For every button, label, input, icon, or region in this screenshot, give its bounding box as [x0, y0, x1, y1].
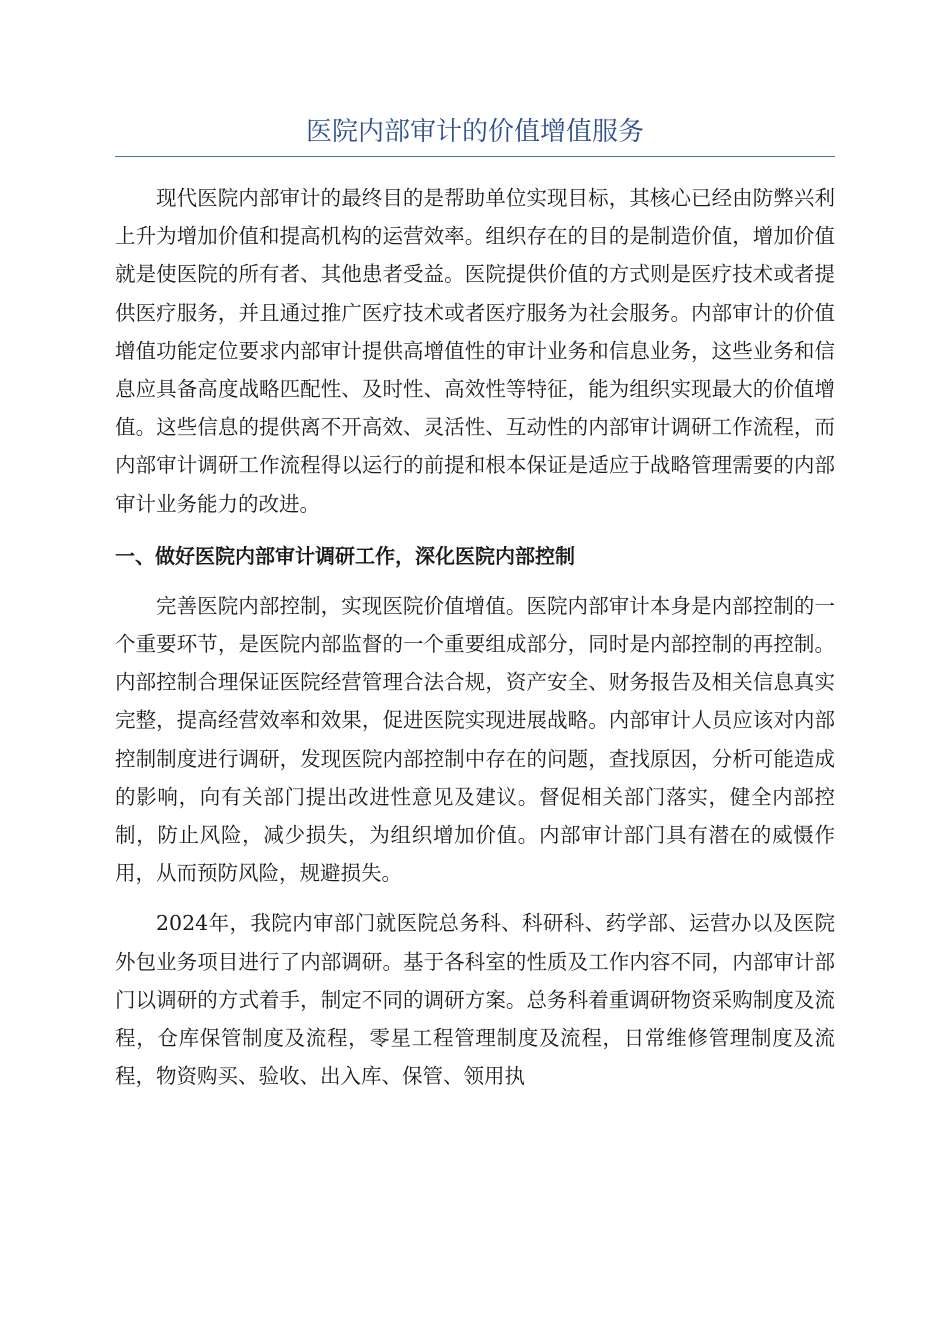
document-page: [115, 110, 835, 1095]
paragraph-intro: 现代医院内部审计的最终目的是帮助单位实现目标，其核心已经由防弊兴利上升为增加价值和提高机构的运营效率。组织存在的目的是制造价值，增加价值就是使医院的所有者、其他患者受益。医院提供价值的方式则是医疗技术或者提供医疗服务，并且通过推广医疗技术或者医疗服务为社会服务。内部审计的价值增值功能定位要求内部审计提供高增值性的审计业务和信息业务，这些业务和信息应具备高度战略匹配性、及时性、高效性等特征，能为组织实现最大的价值增值。这些信息的提供离不开高效、灵活性、互动性的内部审计调研工作流程，而内部审计调研工作流程得以运行的前提和根本保证是适应于战略管理需要的内部审计业务能力的改进。: [115, 186, 835, 516]
section-heading-1: 一、做好医院内部审计调研工作，深化医院内部控制: [115, 543, 575, 568]
paragraph-2024-survey: 2024年，我院内审部门就医院总务科、科研科、药学部、运营办以及医院外包业务项目进行了内部调研。基于各科室的性质及工作内容不同，内部审计部门以调研的方式着手，制定不同的调研方案。总务科着重调研物资采购制度及流程，仓库保管制度及流程，零星工程管理制度及流程，日常维修管理制度及流程，物资购买、验收、出入库、保管、领用执: [115, 911, 835, 1089]
document-title: 医院内部审计的价值增值服务: [115, 110, 835, 157]
paragraph-internal-control: 完善医院内部控制，实现医院价值增值。医院内部审计本身是内部控制的一个重要环节，是医院内部监督的一个重要组成部分，同时是内部控制的再控制。内部控制合理保证医院经营管理合法合规，资产安全、财务报告及相关信息真实完整，提高经营效率和效果，促进医院实现进展战略。内部审计人员应该对内部控制制度进行调研，发现医院内部控制中存在的问题，查找原因，分析可能造成的影响，向有关部门提出改进性意见及建议。督促相关部门落实，健全内部控制，防止风险，减少损失，为组织增加价值。内部审计部门具有潜在的威慑作用，从而预防风险，规避损失。: [115, 593, 835, 886]
